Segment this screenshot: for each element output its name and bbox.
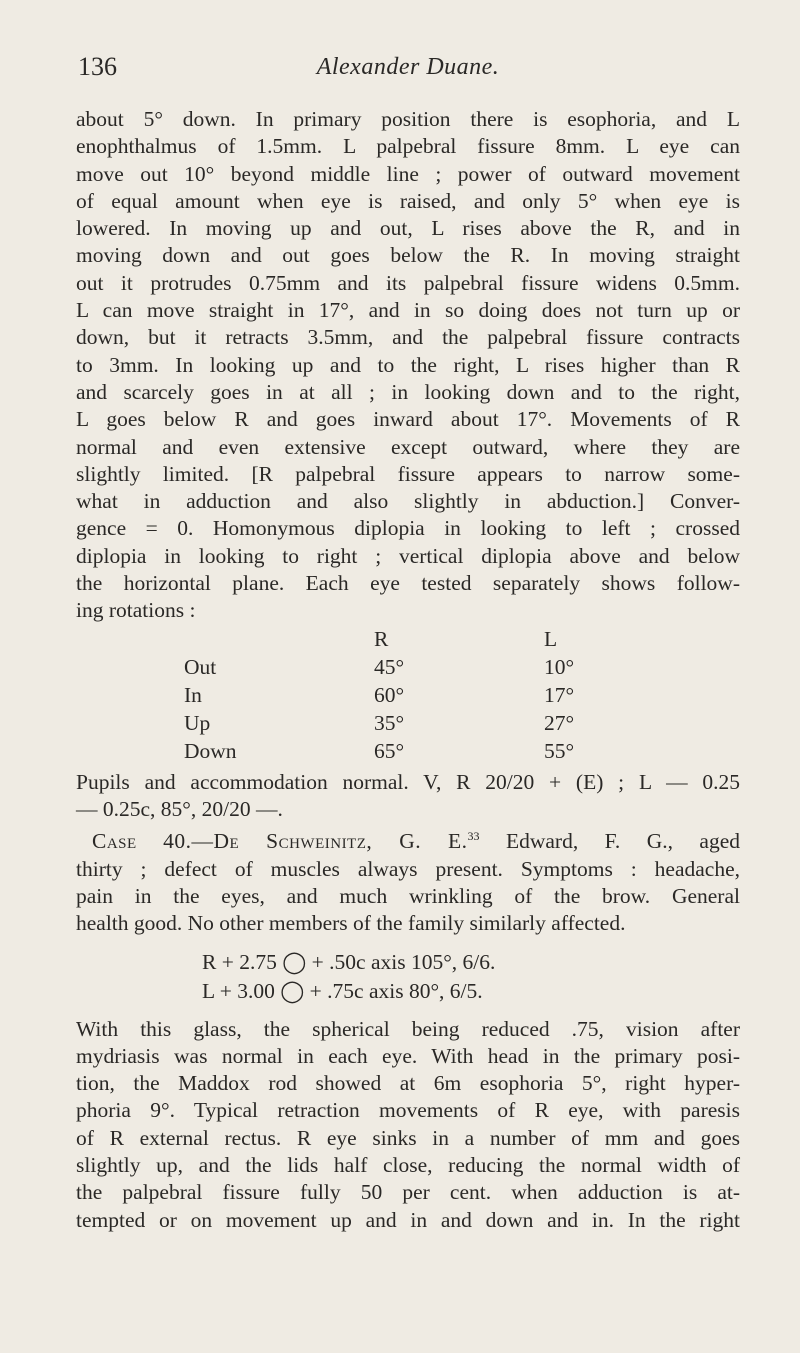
text-line: out it protrudes 0.75mm and its palpebral fissure widens 0.5mm. (76, 270, 740, 295)
text-line: slightly up, and the lids half close, reducing the normal width of (76, 1153, 740, 1178)
cell-l: 55° (544, 738, 575, 763)
footnote-ref: 33 (467, 829, 480, 844)
table-header-row (184, 625, 714, 653)
case-paragraph (76, 823, 740, 937)
text-line: the horizontal plane. Each eye tested separately shows follow- (76, 571, 740, 596)
paragraph-1 (76, 106, 740, 625)
cell-r: 35° (374, 710, 405, 735)
paragraph-2 (76, 769, 740, 824)
running-title: Alexander Duane. (316, 54, 500, 80)
table-row (184, 709, 714, 737)
cell-r: 45° (374, 654, 405, 679)
text-line: mydriasis was normal in each eye. With head in the primary posi- (76, 1043, 740, 1068)
row-label: Out (184, 654, 217, 679)
rotations-table (184, 625, 714, 765)
text-line: L can move straight in 17°, and in so doing does not turn up or (76, 298, 740, 323)
cell-l: 27° (544, 710, 575, 735)
text-line: slightly limited. [R palpebral fissure appears to narrow some- (76, 461, 740, 486)
table-row (184, 681, 714, 709)
text-line: diplopia in looking to right ; vertical diplopia above and below (76, 543, 740, 568)
page-body (76, 106, 740, 1234)
text-line: Pupils and accommodation normal. V, R 20/20 + (E) ; L — 0.25 (76, 769, 740, 794)
cell-l: 10° (544, 654, 575, 679)
text-line: — 0.25c, 85°, 20/20 —. (76, 796, 283, 821)
text-line: gence = 0. Homonymous diplopia in looking to left ; crossed (76, 516, 740, 541)
text-line: down, but it retracts 3.5mm, and the palpebral fissure contracts (76, 325, 740, 350)
running-header (78, 52, 738, 88)
text-line: health good. No other members of the family similarly affected. (76, 911, 626, 936)
text-line: phoria 9°. Typical retraction movements of R eye, with paresis (76, 1098, 740, 1123)
text-line: about 5° down. In primary position there is esophoria, and L (76, 107, 740, 131)
text-line: ing rotations : (76, 598, 196, 623)
text-line: move out 10° beyond middle line ; power of outward movement (76, 161, 740, 186)
text-line: tion, the Maddox rod showed at 6m esophoria 5°, right hyper- (76, 1071, 740, 1096)
text-line: and scarcely goes in at all ; in looking down and to the right, (76, 379, 740, 404)
row-label: Down (184, 738, 237, 763)
paragraph-3 (76, 1016, 740, 1234)
prescription-line-r: R + 2.75 ◯ + .50c axis 105°, 6/6. (202, 949, 496, 974)
case-label: Case (92, 829, 137, 854)
text-line: tempted or on movement up and in and down and in. In the right (76, 1207, 740, 1232)
cell-l: 17° (544, 682, 575, 707)
text-line: enophthalmus of 1.5mm. L palpebral fissure 8mm. L eye can (76, 134, 740, 159)
column-header-l: L (544, 626, 558, 651)
column-header-r: R (374, 626, 389, 651)
table-row (184, 653, 714, 681)
cell-r: 60° (374, 682, 405, 707)
row-label: In (184, 682, 202, 707)
text-line: to 3mm. In looking up and to the right, L rises higher than R (76, 352, 740, 377)
text-line: thirty ; defect of muscles always present. Symptoms : headache, (76, 856, 740, 881)
case-heading-rest: Edward, F. G., aged (479, 829, 740, 854)
case-heading-line (76, 823, 740, 855)
text-line: pain in the eyes, and much wrinkling of the brow. General (76, 883, 740, 908)
text-line: With this glass, the spherical being reduced .75, vision after (76, 1016, 740, 1041)
text-line: the palpebral fissure fully 50 per cent. when adduction is at- (76, 1180, 740, 1205)
text-line: moving down and out goes below the R. In moving straight (76, 243, 740, 268)
text-line: of R external rectus. R eye sinks in a number of mm and goes (76, 1125, 740, 1150)
cell-r: 65° (374, 738, 405, 763)
text-line: lowered. In moving up and out, L rises above the R, and in (76, 216, 740, 241)
case-heading: 40.—De Schweinitz, G. E. (163, 829, 468, 854)
table-row (184, 737, 714, 765)
text-line: L goes below R and goes inward about 17°. Movements of R (76, 407, 740, 432)
page-number: 136 (78, 52, 117, 81)
prescription-block (202, 948, 740, 1006)
text-line: normal and even extensive except outward, where they are (76, 434, 740, 459)
row-label: Up (184, 710, 211, 735)
prescription-line-l: L + 3.00 ◯ + .75c axis 80°, 6/5. (202, 978, 483, 1003)
text-line: what in adduction and also slightly in abduction.] Conver- (76, 489, 740, 514)
text-line: of equal amount when eye is raised, and only 5° when eye is (76, 188, 740, 213)
